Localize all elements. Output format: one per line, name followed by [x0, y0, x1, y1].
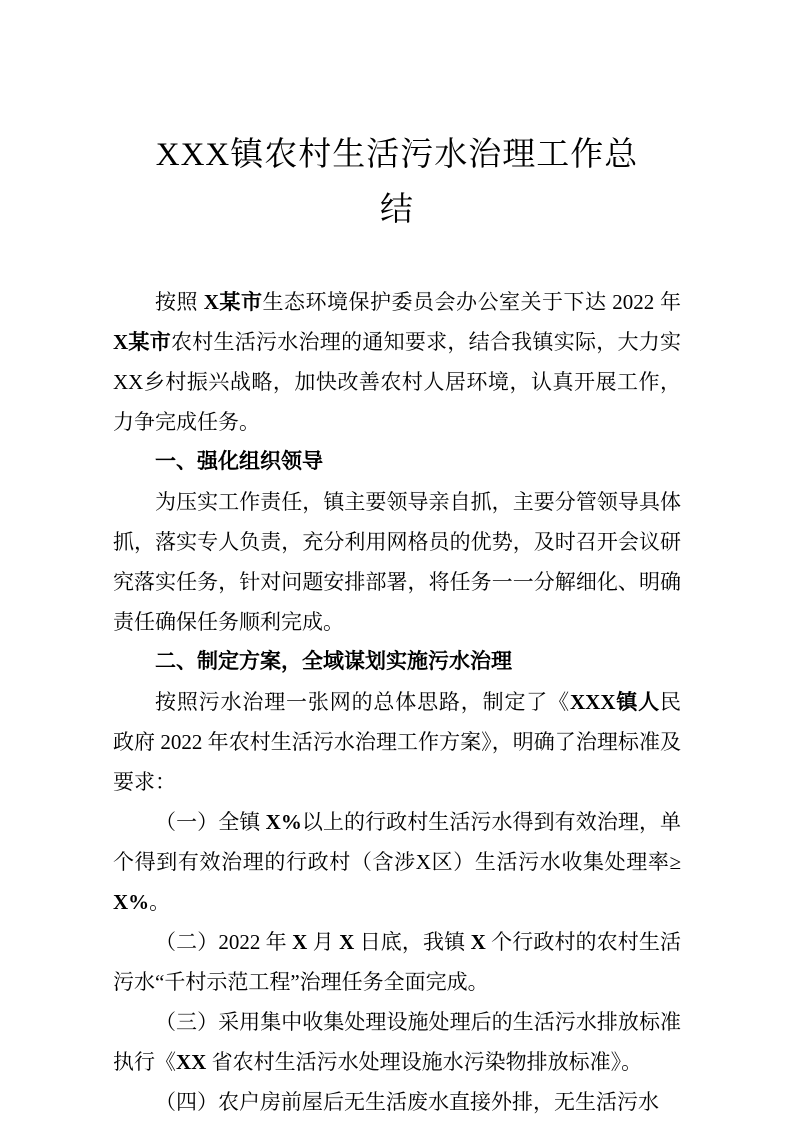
paragraph-intro: [113, 282, 681, 442]
text-run: （二）2022 年: [155, 930, 293, 954]
text-run: 按照污水治理一张网的总体思路，制定了《: [155, 690, 570, 714]
title-line-1: XXX镇农村生活污水治理工作总: [155, 137, 639, 173]
title-line-2: 结: [380, 192, 414, 228]
placeholder-run: X: [470, 930, 486, 954]
text-run: 省农村生活污水处理设施水污染物排放标准》。: [206, 1050, 643, 1074]
section-heading-2: 二、制定方案，全域谋划实施污水治理: [155, 650, 512, 673]
placeholder-run: X%: [113, 890, 150, 914]
text-run: 以上的行政村生活污水得到有效治理，单个得到有效治理的行政村（含涉X区）生活污水收集处理率≥: [113, 810, 682, 874]
paragraph-item-4: （四）农户房前屋后无生活废水直接外排，无生活污水: [155, 1090, 659, 1114]
placeholder-run: X某市: [113, 330, 171, 354]
placeholder-run: X: [292, 930, 308, 954]
text-run: 生态环境保护委员会办公室关于下达 2022 年: [262, 290, 682, 314]
text-run: （一）全镇: [155, 810, 266, 834]
text-run: 民政府 2022 年农村生活污水治理工作方案》，明确了治理标准及要求：: [113, 690, 682, 794]
text-run: 月: [307, 930, 340, 954]
text-run: 。: [149, 890, 171, 914]
text-run: 按照: [155, 290, 204, 314]
paragraph-plan: [113, 682, 681, 802]
placeholder-run: XX: [176, 1050, 207, 1074]
text-run: （三）采用集中收集处理设施处理后的生活污水排放标准执行《: [113, 1010, 681, 1074]
section-heading-1: 一、强化组织领导: [155, 450, 323, 473]
paragraph-item-1: [113, 802, 681, 922]
placeholder-run: X某市: [203, 290, 263, 314]
document-title: [113, 128, 681, 238]
placeholder-run: X: [339, 930, 355, 954]
paragraph-organization: 为压实工作责任，镇主要领导亲自抓，主要分管领导具体抓，落实专人负责，充分利用网格员的优势，及时召开会议研究落实任务，针对问题安排部署，将任务一一分解细化、明确责任确保任务顺利完成。: [113, 490, 681, 634]
text-run: 日底，我镇: [354, 930, 471, 954]
text-run: 个行政村的农村生活污水“千村示范工程”治理任务全面完成。: [113, 930, 681, 994]
paragraph-item-3: [113, 1002, 681, 1082]
placeholder-run: XXX镇人: [569, 690, 661, 714]
text-run: 农村生活污水治理的通知要求，结合我镇实际，大力实XX乡村振兴战略，加快改善农村人居环境，认真开展工作，力争完成任务。: [113, 330, 682, 434]
paragraph-item-2: [113, 922, 681, 1002]
placeholder-run: X%: [265, 810, 302, 834]
